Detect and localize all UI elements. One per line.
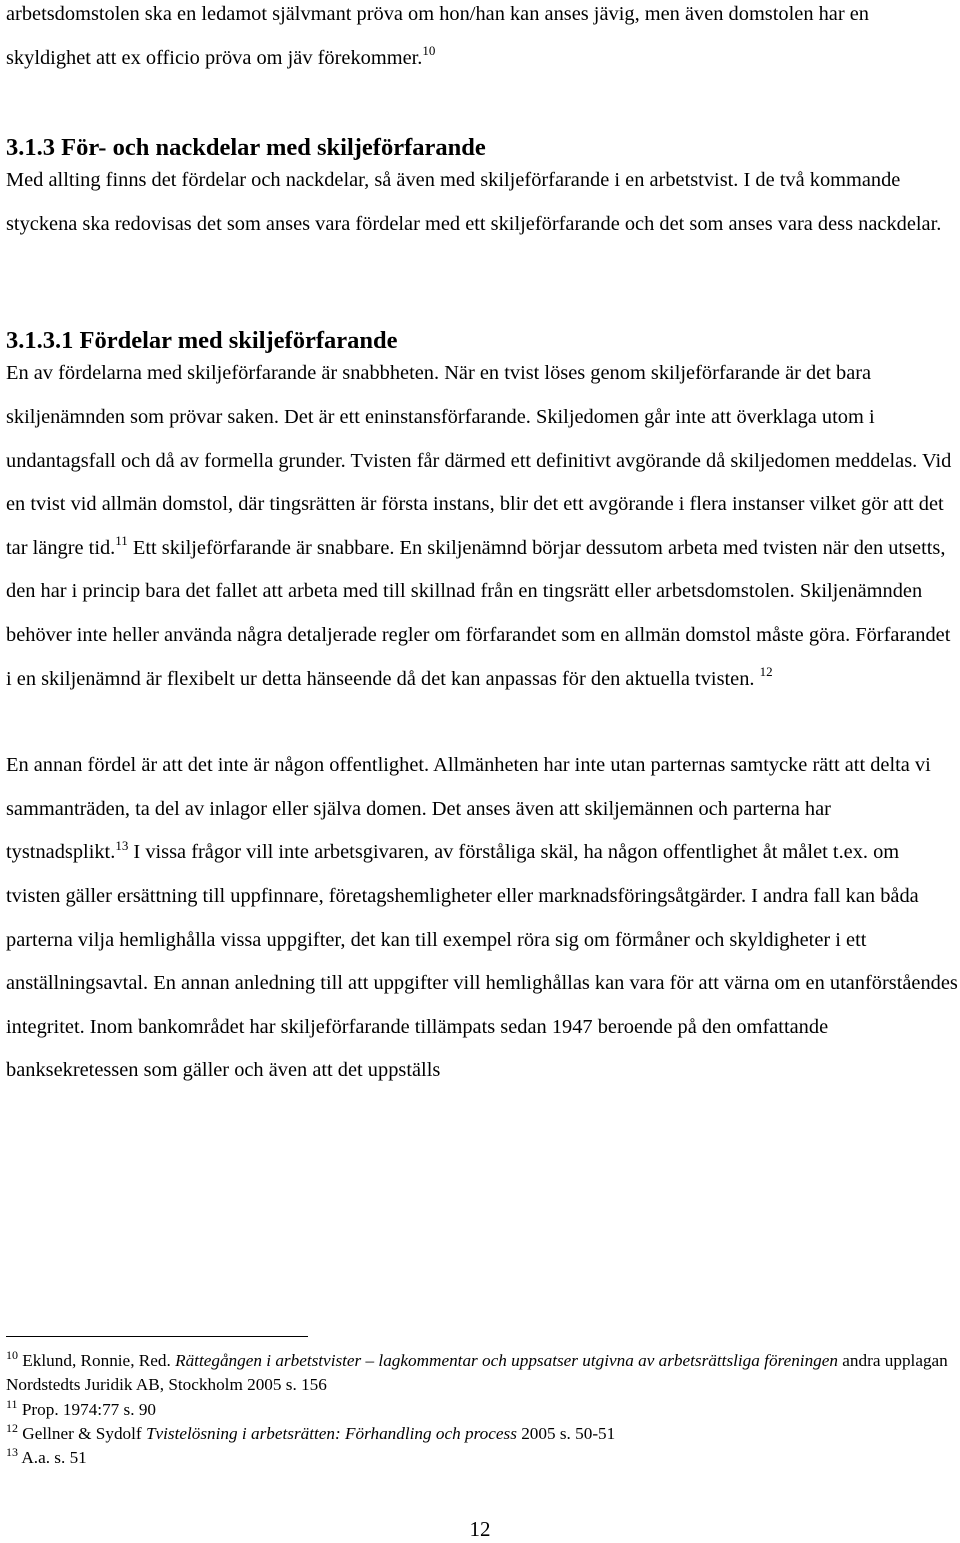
page-number: 12 [469,1517,491,1541]
footnote-text: andra upplagan Nordstedts Juridik AB, Stockholm 2005 s. 156 [6,1351,948,1395]
footnote-number: 13 [6,1445,18,1460]
footnote-ref-11: 11 [115,532,128,548]
footnote-text: A.a. s. 51 [21,1448,87,1468]
footnote-11 [6,1398,956,1422]
section-heading-3-1-3: 3.1.3 För- och nackdelar med skiljeförfarande [6,134,486,162]
advantages-p2-text-a: En annan fördel är att det inte är någon offentlighet. Allmänheten har inte utan parternas samtycke rätt att delta vi sammanträden, ta del av inlagor eller själva domen. Det anses även att skiljemännen och parterna har tystnadsplikt. [6,754,931,864]
advantages-paragraph-2 [6,744,958,1093]
advantages-paragraph-1 [6,352,958,701]
footnote-text: Eklund, Ronnie, Red. [22,1351,176,1370]
intro-paragraph [6,0,958,80]
footnote-title: Rättegången i arbetstvister – lagkommentar och uppsatser utgivna av arbetsrättsliga föreningen [175,1351,838,1370]
footnote-ref-12: 12 [759,663,773,679]
footnote-number: 11 [6,1396,18,1411]
intro-text: arbetsdomstolen ska en ledamot självmant pröva om hon/han kan anses jävig, men även domstolen har en skyldighet att ex officio pröva om jäv förekommer. [6,3,869,69]
advantages-p2-text-b: I vissa frågor vill inte arbetsgivaren, av förståliga skäl, ha någon offentlighet åt målet t.ex. om tvisten gäller ersättning till uppfinnare, företagshemligheter eller marknadsföringsåtgärder. I andra fall kan båda parterna vilja hemlighålla vissa uppgifter, det kan till exempel röra sig om förmåner och skyldigheter i ett anställningsavtal. En annan anledning till att uppgifter vill hemlighållas kan vara för att värna om en utanförståendes integritet. Inom bankområdet har skiljeförfarande tillämpats sedan 1947 beroende på den omfattande banksekretessen som gäller och även att det uppställs [6,841,958,1082]
footnote-text: 2005 s. 50-51 [516,1423,616,1443]
footnote-ref-13: 13 [115,837,129,853]
footnote-number: 10 [6,1348,18,1363]
section-3-1-3-paragraph: Med allting finns det fördelar och nackdelar, så även med skiljeförfarande i en arbetstvist. I de två kommande styckena ska redovisas det som anses vara fördelar med ett skiljeförfarande och det som anses vara dess nackdelar. [6,169,942,235]
footnote-12 [6,1422,956,1446]
footnote-13 [6,1446,956,1470]
footnote-title: Tvistelösning i arbetsrätten: Förhandling och process [145,1423,517,1443]
footnote-10 [6,1349,956,1398]
footnotes [6,1349,956,1470]
footnote-ref-10: 10 [422,42,436,58]
footnote-text: Gellner & Sydolf [22,1423,146,1443]
section-heading-3-1-3-1: 3.1.3.1 Fördelar med skiljeförfarande [6,327,398,355]
footnote-separator [6,1336,308,1337]
document-page [6,0,958,1093]
footnote-text: Prop. 1974:77 s. 90 [21,1399,157,1419]
footnote-number: 12 [6,1421,18,1436]
advantages-p1-text-a: En av fördelarna med skiljeförfarande är snabbheten. När en tvist löses genom skiljeförfarande är det bara skiljenämnden som prövar saken. Det är ett eninstansförfarande. Skiljedomen går inte att överklaga utom i undantagsfall och då av formella grunder. Tvisten får därmed ett definitivt avgörande då skiljedomen meddelas. Vid en tvist vid allmän domstol, där tingsrätten är första instans, blir det ett avgörande i flera instanser vilket gör att det tar längre tid. [6,362,952,559]
advantages-p1-text-b: Ett skiljeförfarande är snabbare. En skiljenämnd börjar dessutom arbeta med tvisten när den utsetts, den har i princip bara det fallet att arbeta med till skillnad från en tingsrätt eller arbetsdomstolen. Skiljenämnden behöver inte heller använda några detaljerade regler om förfarandet som en allmän domstol måste göra. Förfarandet i en skiljenämnd är flexibelt ur detta hänseende då det kan anpassas för den aktuella tvisten. [6,536,951,690]
